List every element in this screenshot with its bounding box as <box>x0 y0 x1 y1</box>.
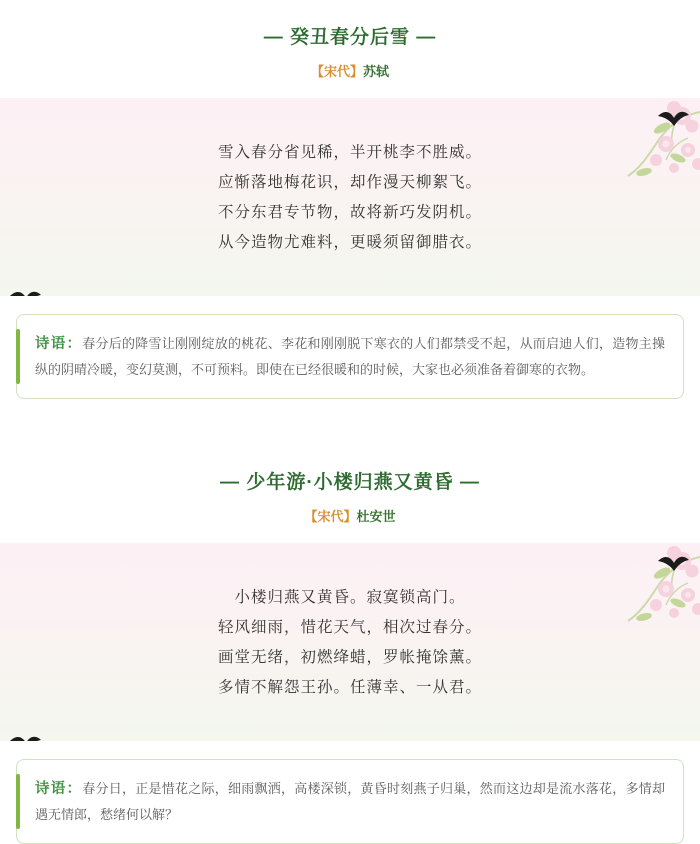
verse-line: 轻风细雨，惜花天气，相次过春分。 <box>217 619 482 636</box>
swallow-icon <box>656 106 690 130</box>
swallow-icon <box>8 731 42 741</box>
note-text: 春分后的降雪让刚刚绽放的桃花、李花和刚刚脱下寒衣的人们都禁受不起，从而启迪人们，造物主操纵的阴晴冷暖，变幻莫测，不可预料。即使在已经很暖和的时候，大家也必须准备着御寒的衣物。 <box>35 336 665 377</box>
verse-line: 雪入春分省见稀，半开桃李不胜威。 <box>217 144 482 161</box>
poem-byline <box>0 61 700 80</box>
author-label: 苏轼 <box>363 64 390 79</box>
note-text: 春分日，正是惜花之际，细雨飘洒，高楼深锁，黄昏时刻燕子归巢，然而这边却是流水落花，多情却遇无情郎，愁绪何以解？ <box>35 781 665 822</box>
note-body <box>35 776 665 827</box>
note-card <box>16 759 684 844</box>
verse-line: 应惭落地梅花识，却作漫天柳絮飞。 <box>217 174 482 191</box>
poem-title-row <box>0 22 700 49</box>
verse-line: 多情不解怨王孙。任薄幸、一从君。 <box>217 679 482 696</box>
page-title: — 癸丑春分后雪 — <box>263 27 437 48</box>
poem-block <box>0 0 700 399</box>
author-label: 杜安世 <box>356 509 396 524</box>
verse-card <box>0 98 700 296</box>
poem-title-row <box>0 467 700 494</box>
note-label: 诗语： <box>35 336 83 352</box>
poem-byline <box>0 506 700 525</box>
note-card <box>16 314 684 399</box>
swallow-icon <box>8 286 42 296</box>
dynasty-label: 【宋代】 <box>310 64 363 79</box>
poem-block <box>0 445 700 844</box>
verse-line: 画堂无绪，初燃绛蜡，罗帐掩馀薰。 <box>217 649 482 666</box>
verse-line: 小楼归燕又黄昏。寂寞锁高门。 <box>234 589 466 606</box>
verse-card <box>0 543 700 741</box>
dynasty-label: 【宋代】 <box>304 509 357 524</box>
verse-line: 从今造物尤难料，更暖须留御腊衣。 <box>217 234 482 251</box>
note-body <box>35 331 665 382</box>
section-spacer <box>0 399 700 445</box>
swallow-icon <box>656 551 690 575</box>
verse-line: 不分东君专节物，故将新巧发阴机。 <box>217 204 482 221</box>
note-label: 诗语： <box>35 781 83 797</box>
verse-lines <box>0 583 700 703</box>
verse-lines <box>0 138 700 258</box>
page-title: — 少年游·小楼归燕又黄昏 — <box>220 472 480 493</box>
